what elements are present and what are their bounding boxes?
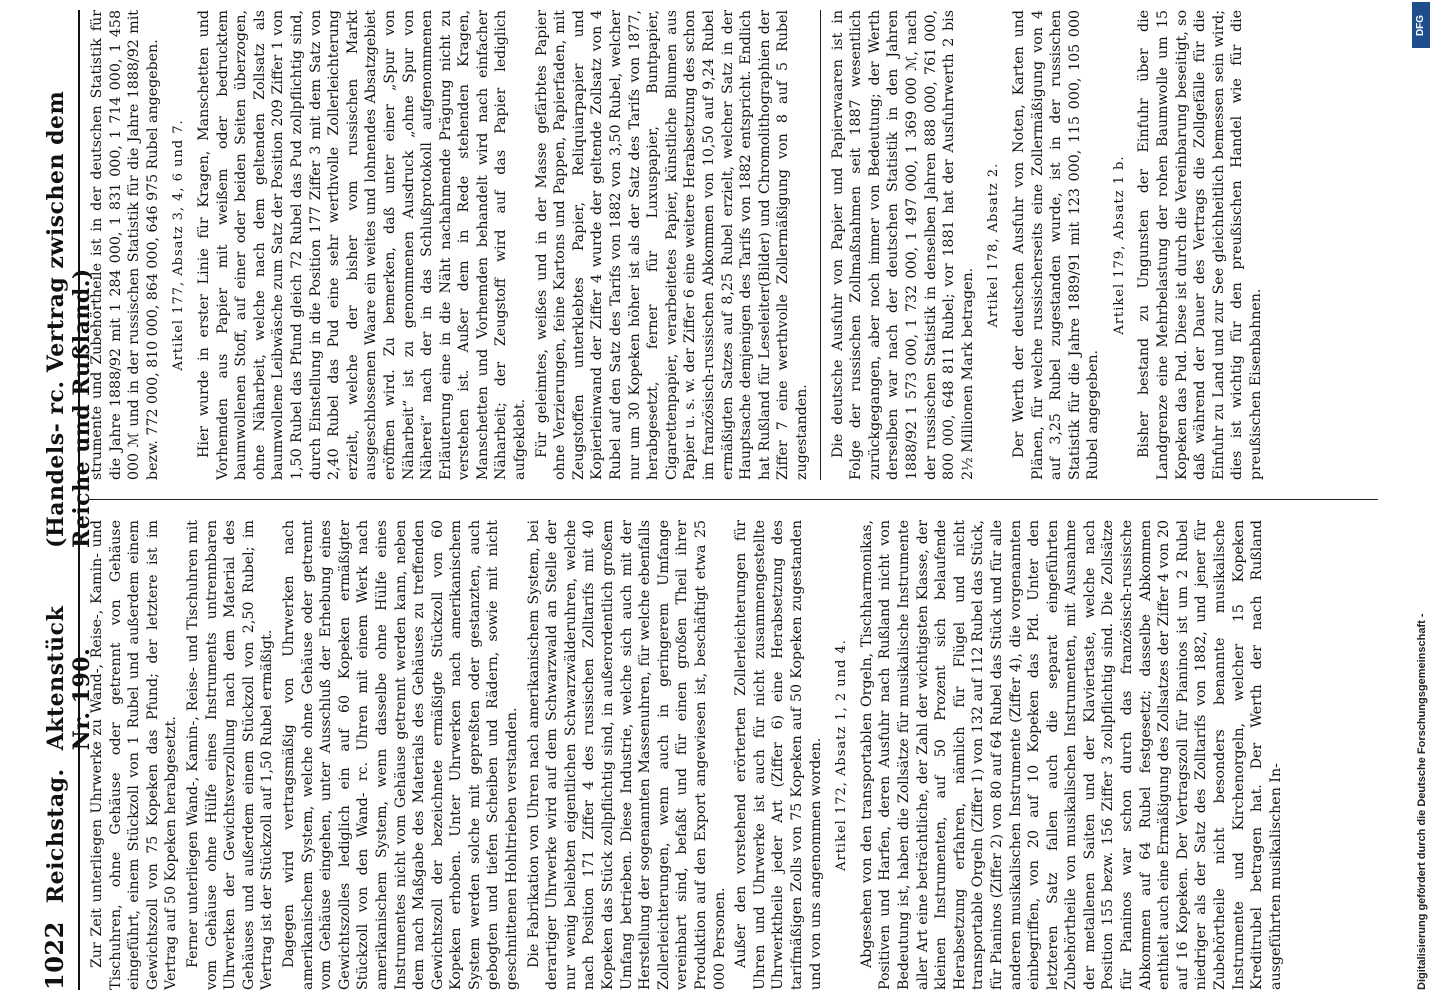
paragraph: Abgesehen von den transportablen Orgeln, Tischharmonikas, Positiven und Harfen, deren Ausfuhr nach Rußland nicht von Bedeutung ist, haben die Zollsätze für musikalische Instrumente aller Art eine beträchtliche, der Zahl der wichtigsten Klasse, der kleinen Instrumenten, auf 50 Prozent sich belaufende Herabsetzung erfahren, nämlich für Flügel und nicht transportable Orgeln (Ziffer 1) von 132 auf 112 Rubel das Stück, für Pianinos (Ziffer 2) von 80 auf 64 Rubel das Stück und für alle anderen musikalischen Instrumente (Ziffer 4), die vorgenannten einbegriffen, von 20 auf 10 Kopeken das Pfd. Unter den letzteren Satz fallen auch die separat eingeführten Zubehörtheile von musikalischen Instrumenten, mit Ausnahme der metallenen Saiten und der Klaviertaste, welche nach Position 155 bezw. 156 Ziffer 3 zollpflichtig sind. Die Zollsätze für Pianinos war schon durch das französisch-russische Abkommen auf 64 Rubel festgesetzt; dasselbe Abkommen enthielt auch eine Ermäßigung des Zollsatzes der Ziffer 4 von 20 auf 16 Kopeken. Der Vertragszoll für Pianinos ist um 2 Rubel niedriger als der Satz des Zolltarifs von 1882, und jener für Zubehörtheile nicht besonders benannte musikalische Instrumente und Kirchenorgeln, welcher 15 Kopeken Kreditrubel betragen hat. Der Werth der nach Rußland ausgeführten musikalischen In- [858,520,1284,990]
section-subheading: Artikel 178, Absatz 2. [986,162,1002,328]
column-divider [88,499,1378,500]
paragraph: Ferner unterliegen Wand-, Kamin-, Reise- und Tischuhren mit vom Gehäuse ohne Hülfe eines Instruments untrennbaren Uhrwerken der Gewichtsverzollung nach dem Material des Gehäuses und außerdem einem Stückzoll von 2,50 Rubel; im Vertrag ist der Stückzoll auf 1,50 Rubel ermäßigt. [184,520,276,990]
section-divider [820,10,821,480]
paragraph: Für geleimtes, weißes und in der Masse gefärbtes Papier ohne Verzierungen, feine Kartons und Pappen, Papierfaden, mit Zeugstoffen unterklebtes Papier, Reliquiarpapier und Kopierleinwand der Ziffer 4 wurde der geltende Zollsatz von 4 Rubel auf den Satz des Tarifs von 1882 von 3,50 Rubel, welcher nur um 30 Kopeken höher ist als der Satz des Tarifs von 1877, herabgesetzt, ferner für Luxuspapier, Buntpapier, Cigarettenpapier, verarbeitetes Papier, künstliche Blumen aus Papier u. s. w. der Ziffer 6 eine weitere Herabsetzung des schon im französisch-russischen Abkommen von 10,50 auf 9,24 Rubel ermäßigten Satzes auf 8,25 Rubel erzielt, welcher Satz in der Hauptsache demjenigen des Tarifs von 1882 entspricht. Endlich hat Rußland für Leseleiter(Bilder) und Chromolithographien der Ziffer 7 eine werthvolle Zollermäßigung von 8 auf 5 Rubel zugestanden. [533,10,810,480]
paragraph: Dagegen wird vertragsmäßig von Uhrwerken nach amerikanischem System, welche ohne Gehäuse oder getrennt vom Gehäuse eingehen, unter Ausschluß der Erhebung eines Gewichtszolles lediglich ein auf 60 Kopeken ermäßigter Stückzoll von den Wand- rc. Uhren mit einem Werk nach amerikanischem System, wenn dasselbe ohne Hülfe eines Instrumentes nicht vom Gehäuse getrennt werden kann, neben dem nach Maßgabe des Materials des Gehäuses zu treffenden Gewichtszoll der bezeichnete ermäßigte Stückzoll von 60 Kopeken erhoben. Unter Uhrwerken nach amerikanischem System werden solche mit gepreßten oder gestanzten, auch gebogten und tiefen Scheiben und Rädern, sowie mit nicht geschnittenen Hohltrieben verstanden. [280,520,521,990]
page-header [40,10,95,990]
header-right: (Handels- rc. Vertrag zwischen dem Reiche und Rußland.) [43,90,95,548]
paragraph: Der Werth der deutschen Ausfuhr von Noten, Karten und Plänen, für welche russischerseits eine Zollermäßigung von 4 auf 3,25 Rubel zugestanden wurde, ist in der russischen Statistik für die Jahre 1889/91 mit 123 000, 115 000, 105 000 Rubel angegeben. [1010,10,1102,480]
dfg-logo-text: DFG [1415,14,1427,36]
paragraph: Die Fabrikation von Uhren nach amerikanischem System, bei derartiger Uhrwerke wird auf dem Schwarzwald an Stelle der nur wenig beliebten eigentlichen Schwarzwälderuhren, welche nach Position 171 Ziffer 4 des russischen Zolltarifs mit 40 Kopeken das Stück zollpflichtig sind, in außerordentlich großem Umfang betrieben. Diese Industrie, welche sich auch mit der Herstellung der sogenannten Massenuhren, für welche ebenfalls Zollerleichterungen, wenn auch in geringerem Umfange vereinbart sind, befaßt und für einen großen Theil ihrer Produktion auf den Export angewiesen ist, beschäftigt etwa 25 000 Personen. [525,520,728,990]
paragraph: Bisher bestand zu Ungunsten der Einfuhr über die Landgrenze eine Mehrbelastung der rohen Baumwolle um 15 Kopeken das Pud. Diese ist durch die Vereinbarung beseitigt, so daß während der Dauer des Vertrags die Zollgefälle für die Einfuhr zu Land und zur See gleichheitlich bemessen sein wird; dies ist wichtig für den preußischen Handel wie für die preußischen Eisenbahnen. [1136,10,1265,480]
paragraph: Zur Zeit unterliegen Uhrwerke zu Wand-, Reise-, Kamin- und Tischuhren, ohne Gehäuse oder getrennt von Gehäuse eingeführt, einem Stückzoll von 1 Rubel und außerdem einem Gewichtszoll von 75 Kopeken das Pfund; der letztere ist im Vertrag auf 50 Kopeken herabgesetzt. [89,520,180,990]
right-column [88,10,1378,480]
header-left: Reichstag. [43,768,69,904]
header-rule [78,10,80,990]
section-subheading: Artikel 179, Absatz 1 b. [1111,155,1127,335]
paragraph: Die deutsche Ausfuhr von Papier und Papierwaaren ist in Folge der russischen Zollmaßnahmen seit 1887 wesentlich zurückgegangen, aber noch immer von Bedeutung; der Werth derselben war nach der deutschen Statistik in den Jahren 1888/92 1 573 000, 1 732 000, 1 497 000, 1 369 000 ℳ, nach der russischen Statistik in denselben Jahren 888 000, 761 000, 800 000, 648 811 Rubel; vor 1881 hat der Ausfuhrwerth 2 bis 2½ Millionen Mark betragen. [829,10,976,480]
credit-text: Digitalisierung gefördert durch die Deutsche Forschungsgemeinschaft - [1416,613,1428,990]
paragraph: Hier wurde in erster Linie für Kragen, Manschetten und Vorhemden aus Papier mit weißem oder bedrucktem baumwollenen Stoff, auf einer oder beiden Seiten überzogen, ohne Näharbeit, welche nach dem geltenden Zollsatz als baumwollene Leibwäsche zum Satz der Position 209 Ziffer 1 von 1,50 Rubel das Pfund gleich 72 Rubel das Pud zollpflichtig sind, durch Einstellung in die Position 177 Ziffer 3 mit dem Satz von 2,40 Rubel das Pud eine sehr werthvolle Zollerleichterung erzielt, welche der bisher vom russischen Markt ausgeschlossenen Waare ein weites und lohnendes Absatzgebiet eröffnen wird. Zu bemerken, daß unter einer „Spur von Näharbeit“ ist zu genommenen Ausdruck „ohne Spur von Näherei“ nach der in das Schlußprotokoll aufgenommenen Erläuterung eine in die Näht nachahmende Prägung nicht zu verstehen ist. Außer dem in Rede stehenden Kragen, Manschetten und Vorhemden behandelt wird nach einfacher Näharbeit; der Zeugstoff wird auf das Papier lediglich aufgeklebt. [195,10,529,480]
digitization-credit [1410,0,1432,1000]
left-column [88,520,1378,990]
paragraph: strumente und Zubehörtheile ist in der deutschen Statistik für die Jahre 1888/92 mit 1 284 000, 1 831 000, 1 714 000, 1 458 000 ℳ und in der russischen Statistik für die Jahre 1888/92 mit bezw. 772 000, 810 000, 864 000, 646 975 Rubel angegeben. [89,10,161,480]
section-subheading: Artikel 177, Absatz 3, 4, 6 und 7. [171,119,187,371]
paragraph: Außer den vorstehend erörterten Zollerleichterungen für Uhren und Uhrwerke ist auch für nicht zusammengestellte Uhrwerktheile jeder Art (Ziffer 6) eine Herabsetzung des tarifmäßigen Zolls von 75 Kopeken auf 50 Kopeken zugestanden und von uns angenommen worden. [733,520,824,990]
section-subheading: Artikel 172, Absatz 1, 2 und 4. [834,639,850,871]
header-middle: Aktenstück Nr. 190. [43,605,95,751]
page-number: 1022 [40,921,69,990]
dfg-logo [1412,2,1430,48]
rotated-document [40,10,1390,990]
